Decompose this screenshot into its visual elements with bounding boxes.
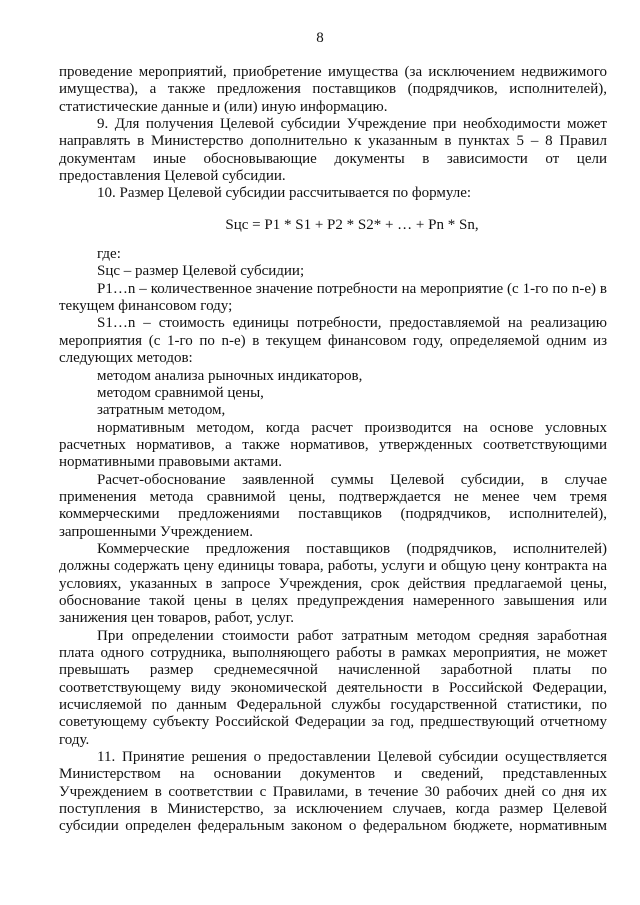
paragraph-calculation-justification: Расчет-обоснование заявленной суммы Целевой субсидии, в случае применения метода сравнимой цены, подтверждается не менее чем тремя коммерческими предложениями поставщиков (подрядчиков, исполнителей), запрошенными Учреждением. — [59, 471, 607, 540]
formula-term-s: S1…n – стоимость единицы потребности, предоставляемой на реализацию мероприятия (с 1-го по n-е) в текущем финансовом году, определяемой одним из следующих методов: — [59, 315, 607, 367]
page-number: 8 — [316, 30, 324, 46]
method-market-indicators: методом анализа рыночных индикаторов, — [97, 367, 363, 384]
document-body — [59, 64, 607, 836]
paragraph-continuation: проведение мероприятий, приобретение имущества (за исключением недвижимого имущества), а также предложения поставщиков (подрядчиков, исполнителей), статистические данные и (или) иную информацию. — [59, 64, 607, 115]
formula-term-scs: Sцс – размер Целевой субсидии; — [97, 263, 305, 280]
subsidy-formula: Sцс = P1 * S1 + P2 * S2* + … + Pn * Sn, — [225, 216, 479, 233]
paragraph-clause-9: 9. Для получения Целевой субсидии Учреждение при необходимости может направлять в Министерство дополнительно к указанным в пунктах 5 – 8 Правил документам иные обосновывающие документы в зависимости от цели предоставления Целевой субсидии. — [59, 116, 607, 185]
formula-term-p: P1…n – количественное значение потребности на мероприятие (с 1-го по n-е) в текущем финансовом году; — [59, 280, 607, 315]
formula-where-label: где: — [97, 246, 121, 263]
paragraph-cost-method-salary: При определении стоимости работ затратным методом средняя заработная плата одного сотрудника, выполняющего работы в рамках мероприятия, не может превышать размер среднемесячной начисленной заработной платы по соответствующему виду экономической деятельности в Российской Федерации, исчисляемой по данным Федеральной службы государственной статистики, по советующему субъекту Российской Федерации за год, предшествующий отчетному году. — [59, 627, 607, 748]
method-cost-based: затратным методом, — [97, 402, 226, 419]
method-normative: нормативным методом, когда расчет производится на основе условных расчетных нормативов, а также нормативов, утвержденных соответствующими нормативными правовыми актами. — [59, 419, 607, 471]
paragraph-commercial-offers: Коммерческие предложения поставщиков (подрядчиков, исполнителей) должны содержать цену единицы товара, работы, услуги и общую цену контракта на условиях, указанных в запросе Учреждения, срок действия предлагаемой цены, обоснование такой цены в целях предупреждения намеренного завышения или занижения цен товаров, работ, услуг. — [59, 540, 607, 627]
paragraph-clause-11: 11. Принятие решения о предоставлении Целевой субсидии осуществляется Министерством на основании документов и сведений, представленных Учреждением в соответствии с Правилами, в течение 30 рабочих дней со дня их поступления в Министерство, за исключением случаев, когда размер Целевой субсидии определен федеральным законом о федеральном бюджете, нормативным — [59, 749, 607, 835]
paragraph-clause-10: 10. Размер Целевой субсидии рассчитывается по формуле: — [97, 185, 472, 202]
method-comparable-price: методом сравнимой цены, — [97, 384, 264, 401]
